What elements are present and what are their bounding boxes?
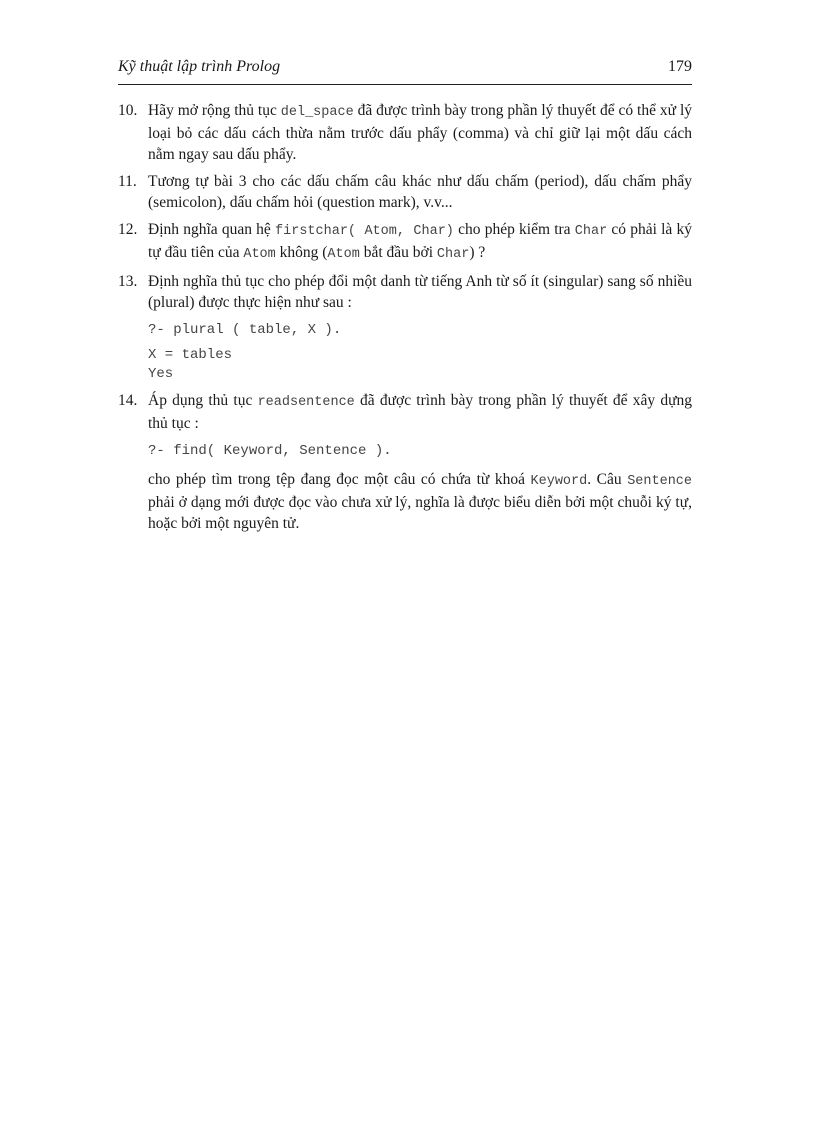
exercise-text: Định nghĩa thủ tục cho phép đổi một danh từ tiếng Anh từ số ít (singular) sang số nhiều (plural) được thực hiện như sau :	[148, 273, 692, 311]
inline-code: del_space	[280, 105, 354, 120]
exercise-text: cho phép kiểm tra	[453, 221, 575, 238]
inline-code: readsentence	[257, 395, 355, 410]
exercise-number: 12.	[118, 221, 138, 238]
code-yes: Yes	[148, 366, 174, 382]
exercise-11	[118, 171, 692, 213]
exercise-text: bắt đầu bởi	[359, 244, 437, 261]
exercise-paragraph	[148, 469, 692, 534]
page-number: 179	[668, 58, 692, 75]
exercise-text: Tương tự bài 3 cho các dấu chấm câu khác như dấu chấm (period), dấu chấm phẩy (semicolon), dấu chấm hỏi (question mark), v.v...	[148, 173, 692, 211]
exercise-12	[118, 219, 692, 265]
exercise-text: đã được trình bày trong phần lý thuyết để xây dựng thủ tục :	[148, 392, 692, 432]
exercise-number: 14.	[118, 392, 138, 409]
exercise-text: ) ?	[469, 244, 486, 261]
exercise-13	[118, 271, 692, 384]
exercise-text: đã được trình bày trong phần lý thuyết để có thể xử lý loại bỏ các dấu cách thừa nằm trước dấu phẩy (comma) và chỉ giữ lại một dấu cách nằm ngay sau dấu phẩy.	[148, 102, 693, 163]
code-query: ?- find( Keyword, Sentence ).	[148, 443, 392, 459]
exercise-text: Hãy mở rộng thủ tục	[148, 102, 281, 119]
exercise-text: có phải là ký tự đầu tiên của	[148, 221, 692, 261]
code-answer: X = tables	[148, 347, 233, 363]
exercise-text: không (	[275, 244, 328, 261]
inline-code: Atom	[327, 247, 360, 262]
exercise-list	[118, 100, 692, 540]
exercise-number: 10.	[118, 102, 138, 119]
inline-code: Atom	[243, 247, 276, 262]
inline-code: firstchar( Atom, Char)	[275, 224, 454, 239]
inline-code: Char	[436, 247, 470, 262]
exercise-number: 11.	[118, 173, 137, 190]
inline-code: Char	[574, 224, 608, 239]
exercise-text: Áp dụng thủ tục	[148, 392, 258, 409]
header-rule	[118, 84, 692, 85]
exercise-text: . Câu	[587, 471, 628, 488]
exercise-text: cho phép tìm trong tệp đang đọc một câu có chứa từ khoá	[148, 471, 531, 488]
code-query: ?- plural ( table, X ).	[148, 322, 342, 338]
exercise-number: 13.	[118, 273, 138, 290]
page-header	[118, 56, 692, 82]
exercise-text: phải ở dạng mới được đọc vào chưa xử lý, nghĩa là được biểu diễn bởi một chuỗi ký tự, hoặc bởi một nguyên tử.	[148, 494, 692, 532]
exercise-10	[118, 100, 692, 165]
exercise-14	[118, 390, 692, 534]
inline-code: Sentence	[627, 474, 693, 489]
running-title: Kỹ thuật lập trình Prolog	[118, 58, 281, 75]
exercise-text: Định nghĩa quan hệ	[148, 221, 276, 238]
inline-code: Keyword	[530, 474, 588, 489]
